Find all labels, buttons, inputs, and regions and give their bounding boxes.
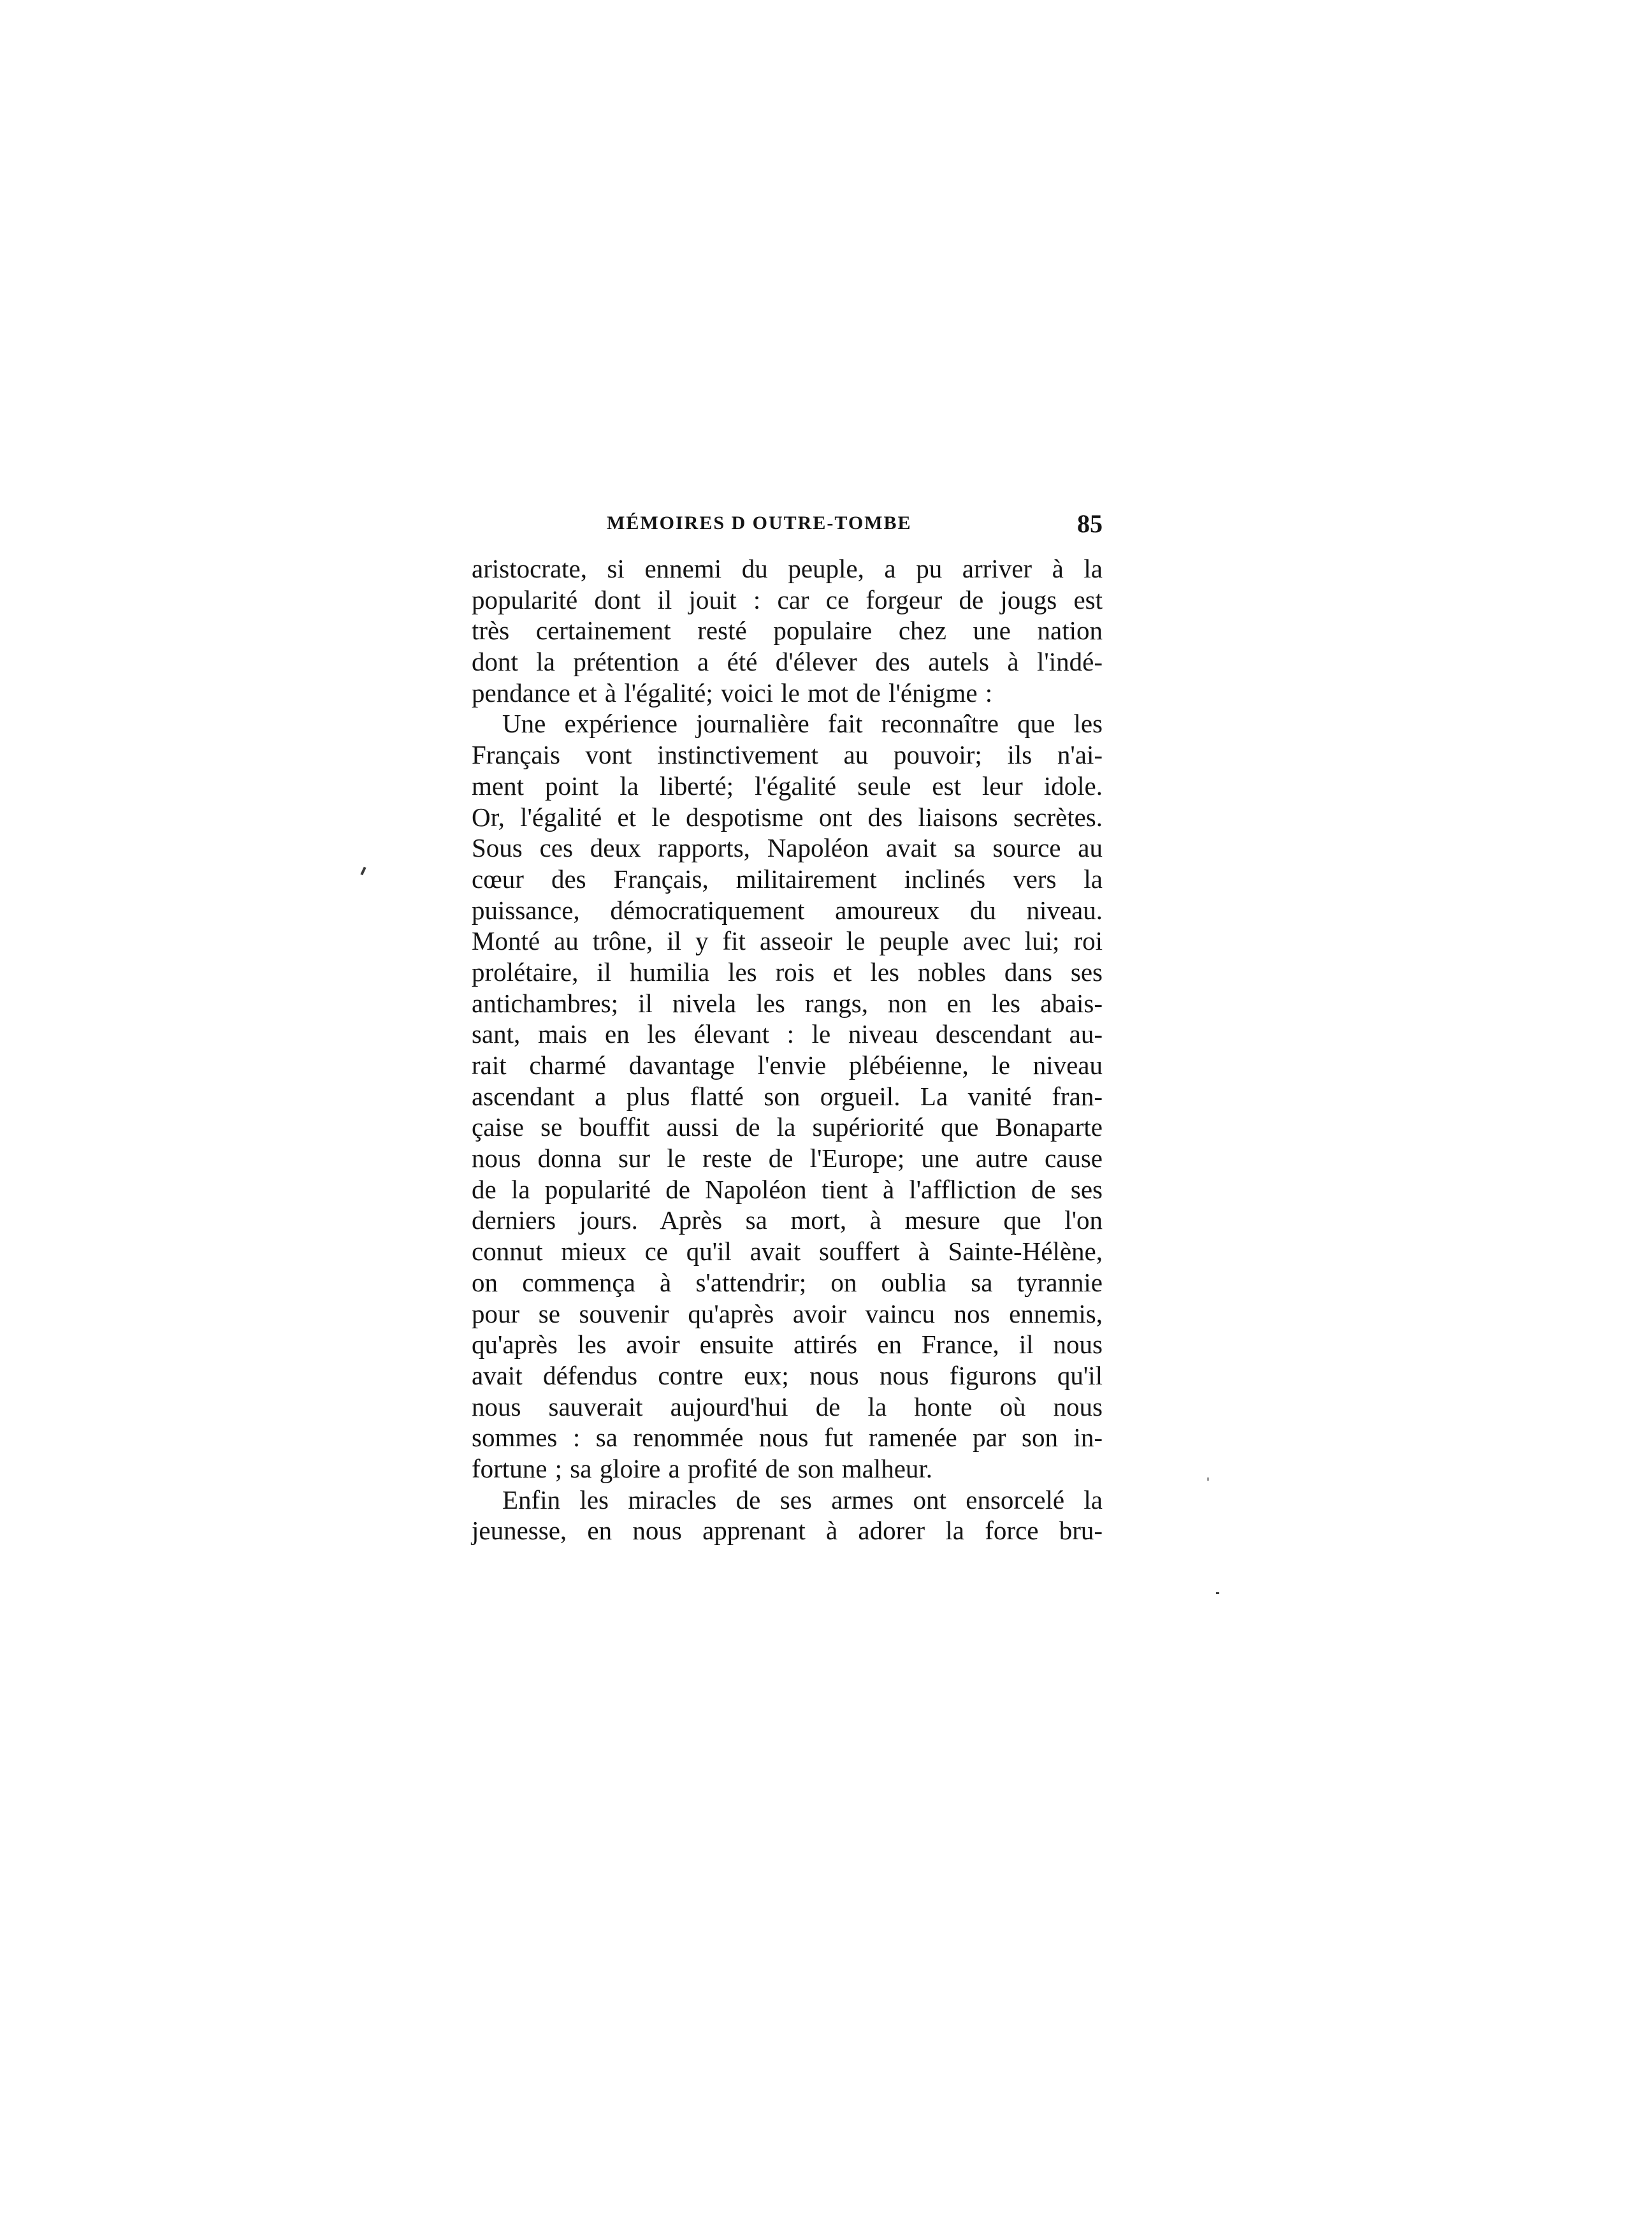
scan-speck bbox=[360, 867, 366, 875]
text-line: ment point la liberté; l'égalité seule est leur idole. bbox=[472, 771, 1103, 801]
text-line: avait défendus contre eux; nous nous figurons qu'il bbox=[472, 1360, 1103, 1390]
text-line: jeunesse, en nous apprenant à adorer la force bru- bbox=[472, 1516, 1103, 1546]
scan-speck bbox=[1216, 1592, 1219, 1594]
text-line: Français vont instinctivement au pouvoir; ils n'ai- bbox=[472, 740, 1103, 770]
text-line: de la popularité de Napoléon tient à l'affliction de ses bbox=[472, 1174, 1103, 1204]
text-line: Une expérience journalière fait reconnaître que les bbox=[502, 709, 1103, 739]
text-line: sant, mais en les élevant : le niveau descendant au- bbox=[472, 1019, 1103, 1049]
text-line: prolétaire, il humilia les rois et les nobles dans ses bbox=[472, 957, 1103, 987]
text-line: on commença à s'attendrir; on oublia sa tyrannie bbox=[472, 1267, 1103, 1297]
text-line: antichambres; il nivela les rangs, non en les abais- bbox=[472, 988, 1103, 1018]
text-line: nous sauverait aujourd'hui de la honte où nous bbox=[472, 1391, 1103, 1421]
scan-speck bbox=[1207, 1477, 1209, 1481]
text-line: cœur des Français, militairement inclinés vers la bbox=[472, 864, 1103, 894]
text-line: Sous ces deux rapports, Napoléon avait sa source au bbox=[472, 833, 1103, 863]
text-line: nous donna sur le reste de l'Europe; une autre cause bbox=[472, 1143, 1103, 1173]
text-line: sommes : sa renommée nous fut ramenée par son in- bbox=[472, 1423, 1103, 1453]
text-line: fortune ; sa gloire a profité de son malheur. bbox=[472, 1453, 933, 1483]
text-line: çaise se bouffit aussi de la supériorité que Bonaparte bbox=[472, 1112, 1103, 1142]
text-line: dont la prétention a été d'élever des autels à l'indé- bbox=[472, 647, 1103, 677]
running-head bbox=[472, 509, 1103, 547]
page-number: 85 bbox=[1077, 509, 1103, 538]
text-line: ascendant a plus flatté son orgueil. La vanité fran- bbox=[472, 1081, 1103, 1111]
text-line: aristocrate, si ennemi du peuple, a pu arriver à la bbox=[472, 554, 1103, 583]
text-line: derniers jours. Après sa mort, à mesure que l'on bbox=[472, 1205, 1103, 1235]
text-line: qu'après les avoir ensuite attirés en France, il nous bbox=[472, 1330, 1103, 1360]
text-line: Enfin les miracles de ses armes ont ensorcelé la bbox=[502, 1485, 1103, 1514]
body-text bbox=[472, 553, 1103, 1546]
running-title: MÉMOIRES D OUTRE-TOMBE bbox=[607, 512, 912, 534]
text-line: puissance, démocratiquement amoureux du niveau. bbox=[472, 895, 1103, 925]
text-line: Monté au trône, il y fit asseoir le peuple avec lui; roi bbox=[472, 926, 1103, 956]
text-line: pour se souvenir qu'après avoir vaincu nos ennemis, bbox=[472, 1298, 1103, 1328]
text-line: pendance et à l'égalité; voici le mot de l'énigme : bbox=[472, 678, 993, 708]
text-line: Or, l'égalité et le despotisme ont des liaisons secrètes. bbox=[472, 802, 1103, 832]
text-line: popularité dont il jouit : car ce forgeur de jougs est bbox=[472, 584, 1103, 614]
text-line: très certainement resté populaire chez une nation bbox=[472, 616, 1103, 646]
text-line: connut mieux ce qu'il avait souffert à Sainte-Hélène, bbox=[472, 1237, 1103, 1267]
text-line: rait charmé davantage l'envie plébéienne, le niveau bbox=[472, 1050, 1103, 1080]
